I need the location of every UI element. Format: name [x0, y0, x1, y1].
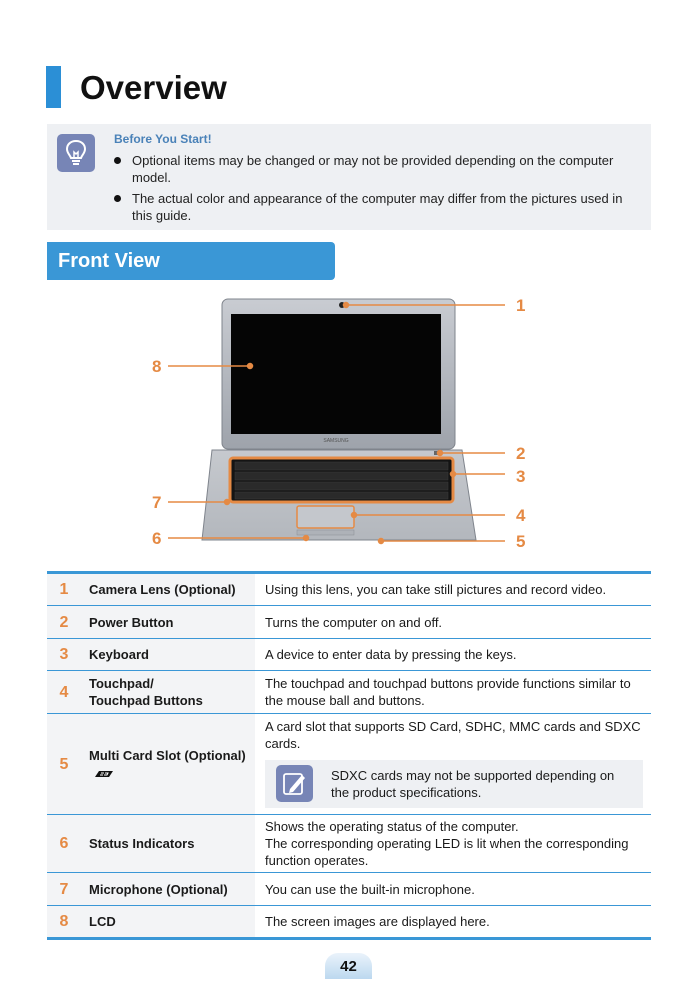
component-name: Status Indicators	[81, 815, 255, 873]
tip-item	[114, 190, 639, 224]
pencil-note-icon	[276, 765, 313, 802]
lightbulb-icon	[57, 134, 95, 172]
component-description: A device to enter data by pressing the keys.	[255, 639, 651, 671]
component-table	[47, 571, 651, 940]
tip-item	[114, 152, 639, 186]
touchpad-buttons	[297, 530, 354, 535]
row-number: 7	[47, 873, 81, 906]
laptop-front-view-figure	[0, 290, 699, 555]
tip-item-text: The actual color and appearance of the computer may differ from the pictures used in this guide.	[132, 191, 623, 223]
component-description: A card slot that supports SD Card, SDHC, MMC cards and SDXC cards.	[265, 719, 641, 751]
callout-2: 2	[516, 444, 526, 463]
component-description: The touchpad and touchpad buttons provide functions similar to the mouse ball and buttons.	[255, 671, 651, 714]
component-description: Turns the computer on and off.	[255, 606, 651, 639]
row-number: 2	[47, 606, 81, 639]
section-header-front-view: Front View	[47, 242, 335, 280]
page-title: Overview	[80, 69, 227, 106]
table-row	[47, 873, 651, 906]
callout-4: 4	[516, 506, 526, 525]
component-name: Touchpad/ Touchpad Buttons	[81, 671, 255, 714]
row-number: 3	[47, 639, 81, 671]
table-row	[47, 671, 651, 714]
bullet-icon	[114, 195, 121, 202]
table-row	[47, 606, 651, 639]
page-number: 42	[325, 953, 372, 979]
callout-1: 1	[516, 296, 526, 315]
component-name: LCD	[81, 906, 255, 939]
title-accent-bar	[46, 66, 61, 108]
callout-7: 7	[152, 493, 162, 512]
table-row	[47, 815, 651, 873]
table-row	[47, 639, 651, 671]
callout-3: 3	[516, 467, 526, 486]
table-row	[47, 714, 651, 815]
bullet-icon	[114, 157, 121, 164]
component-name: Camera Lens (Optional)	[81, 573, 255, 606]
row-number: 4	[47, 671, 81, 714]
table-row	[47, 573, 651, 606]
row-number: 1	[47, 573, 81, 606]
component-description: Shows the operating status of the computer. The corresponding operating LED is lit when the corresponding function operates.	[255, 815, 651, 873]
tip-item-text: Optional items may be changed or may not be provided depending on the computer model.	[132, 153, 614, 185]
row-number: 5	[47, 714, 81, 815]
tip-list	[114, 152, 639, 228]
sd-logo-icon	[93, 769, 115, 779]
component-name-cell	[81, 714, 255, 815]
row-number: 6	[47, 815, 81, 873]
component-description: The screen images are displayed here.	[255, 906, 651, 939]
callout-8: 8	[152, 357, 162, 376]
brand-logo: SAMSUNG	[323, 438, 349, 444]
component-name: Keyboard	[81, 639, 255, 671]
callout-5: 5	[516, 532, 526, 551]
component-description-cell	[255, 714, 651, 815]
callout-6: 6	[152, 529, 162, 548]
component-name: Microphone (Optional)	[81, 873, 255, 906]
lcd-screen	[231, 314, 441, 434]
note-box	[265, 760, 643, 808]
table-row	[47, 906, 651, 939]
note-text: SDXC cards may not be supported depending on the product specifications.	[331, 768, 615, 800]
component-description: You can use the built-in microphone.	[255, 873, 651, 906]
component-name: Multi Card Slot (Optional)	[89, 748, 246, 763]
component-name: Power Button	[81, 606, 255, 639]
touchpad	[297, 506, 354, 528]
component-description: Using this lens, you can take still pictures and record video.	[255, 573, 651, 606]
tip-heading: Before You Start!	[114, 132, 212, 146]
row-number: 8	[47, 906, 81, 939]
